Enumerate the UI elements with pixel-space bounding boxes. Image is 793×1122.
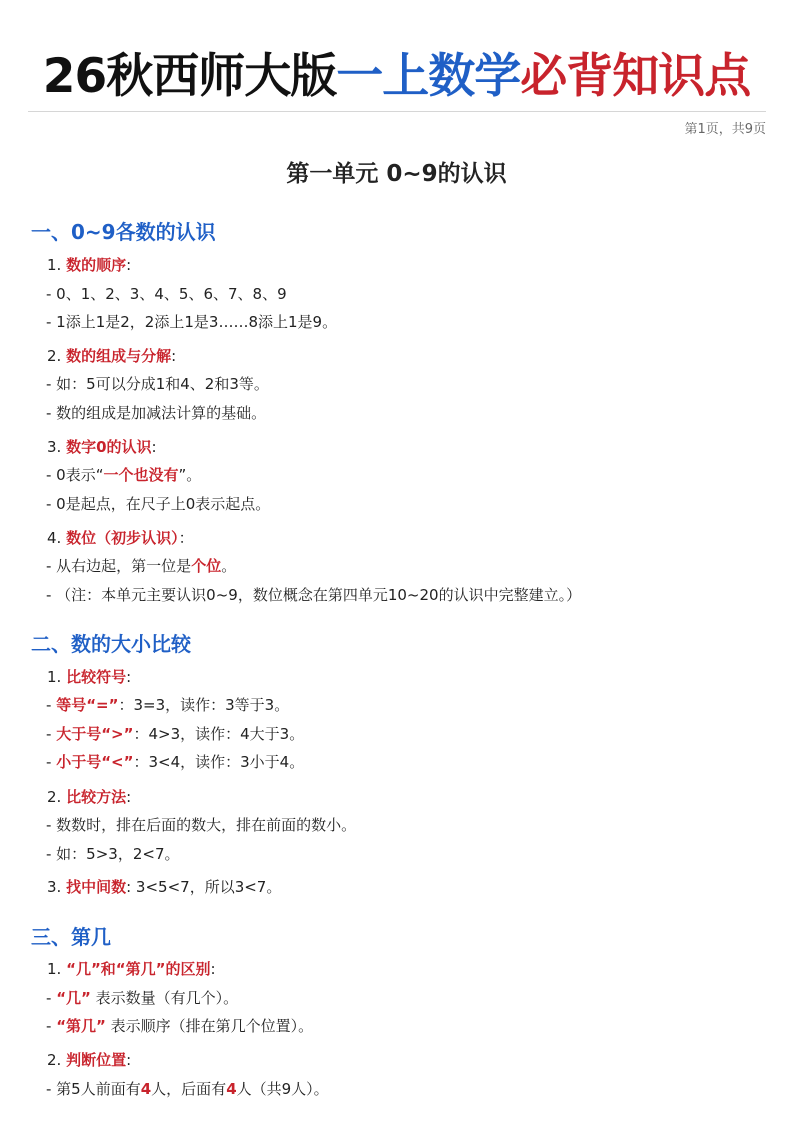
list-item-comparison-method: 2. 比较方法: [47, 788, 132, 806]
text-line: - 如：5>3，2<7。 [46, 845, 180, 863]
title-part-grade: 26秋西师大版 [42, 49, 337, 104]
text-line: - 等号“=”：3=3，读作：3等于3。 [46, 696, 290, 714]
list-item-number-order: 1. 数的顺序: [47, 256, 132, 274]
unit-title: 第一单元 0~9的认识 [286, 161, 507, 187]
text-line: - “几” 表示数量（有几个）。 [46, 989, 239, 1007]
list-item-middle-number: 3. 找中间数: 3<5<7，所以3<7。 [47, 878, 282, 896]
text-line: - “第几” 表示顺序（排在第几个位置）。 [46, 1017, 314, 1035]
text-line: - （注：本单元主要认识0~9，数位概念在第四单元10~20的认识中完整建立。） [46, 586, 582, 604]
header-divider [28, 111, 766, 112]
text-line: - 0是起点，在尺子上0表示起点。 [46, 495, 271, 513]
list-item-comparison-symbols: 1. 比较符号: [47, 668, 132, 686]
page-indicator: 第1页，共9页 [684, 122, 766, 137]
list-item-judge-position: 2. 判断位置: [47, 1051, 132, 1069]
text-line: - 如：5可以分成1和4、2和3等。 [46, 375, 269, 393]
section-heading-1: 一、0~9各数的认识 [31, 220, 216, 244]
list-item-composition: 2. 数的组成与分解: [47, 347, 177, 365]
text-line: - 大于号“>”：4>3，读作：4大于3。 [46, 725, 305, 743]
list-item-how-many-vs-which: 1. “几”和“第几”的区别: [47, 960, 216, 978]
text-line: - 数数时，排在后面的数大，排在前面的数小。 [46, 816, 357, 834]
text-line: - 0、1、2、3、4、5、6、7、8、9 [46, 285, 287, 303]
text-line: - 数的组成是加减法计算的基础。 [46, 404, 267, 422]
text-line: - 第5人前面有4人，后面有4人（共9人）。 [46, 1080, 329, 1098]
section-heading-3: 三、第几 [31, 925, 111, 949]
list-item-zero: 3. 数字0的认识: [47, 438, 157, 456]
title-part-topic: 必背知识点 [520, 49, 751, 104]
document-title [0, 46, 793, 108]
list-item-place-value: 4. 数位（初步认识）： [47, 529, 194, 547]
section-heading-2: 二、数的大小比较 [31, 632, 191, 656]
text-line: - 小于号“<”：3<4，读作：3小于4。 [46, 753, 305, 771]
title-part-subject: 一上数学 [336, 49, 521, 104]
text-line: - 从右边起，第一位是个位。 [46, 557, 237, 575]
text-line: - 0表示“一个也没有”。 [46, 466, 202, 484]
text-line: - 1添上1是2，2添上1是3……8添上1是9。 [46, 313, 338, 331]
